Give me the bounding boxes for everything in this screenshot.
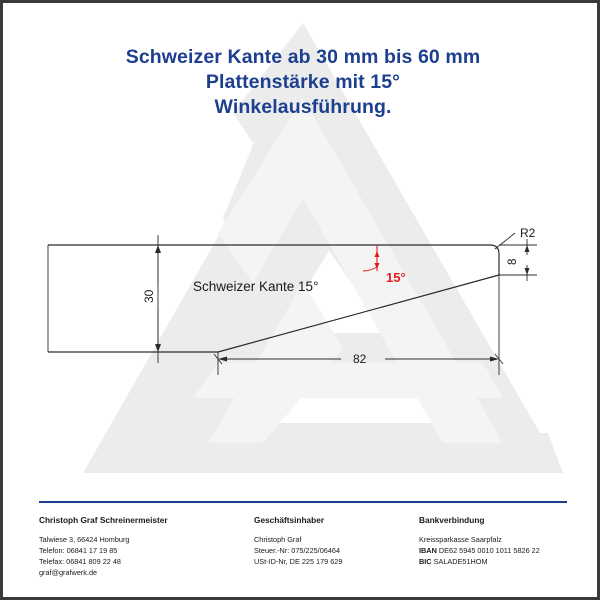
footer: [3, 501, 600, 597]
footer-bank-bic: BIC SALADE51HOM: [419, 557, 488, 566]
footer-owner-ustid: USt-ID-Nr, DE 225 179 629: [254, 557, 343, 566]
footer-owner-taxno: Steuer.-Nr: 075/225/06464: [254, 546, 341, 555]
label-thickness: 8: [507, 258, 519, 265]
title-line-2: Plattenstärke mit 15°: [205, 71, 401, 93]
footer-company-email: graf@grafwerk.de: [39, 568, 98, 577]
footer-column-bank: [419, 515, 567, 578]
radius-leader: [495, 233, 515, 249]
footer-heading-bank: Bankverbindung: [419, 515, 485, 525]
footer-owner-name: Christoph Graf: [254, 535, 302, 544]
title-line-1: Schweizer Kante ab 30 mm bis 60 mm: [125, 46, 481, 68]
footer-column-owner: [254, 515, 419, 578]
label-angle: 15°: [386, 270, 406, 285]
label-width: 82: [353, 352, 367, 366]
footer-bank-name: Kreissparkasse Saarpfalz: [419, 535, 502, 544]
title-line-3: Winkelausführung.: [214, 96, 392, 118]
footer-heading-company: Christoph Graf Schreinermeister: [39, 515, 168, 525]
footer-bank-iban: IBAN DE62 5945 0010 1011 5826 22: [419, 546, 540, 555]
footer-column-company: [39, 515, 254, 578]
label-center: Schweizer Kante 15°: [193, 279, 319, 294]
label-height: 30: [142, 289, 156, 303]
footer-divider: [39, 501, 567, 503]
label-radius: R2: [520, 226, 536, 240]
footer-company-fax: Telefax: 06841 809 22 48: [39, 557, 121, 566]
footer-company-address: Talwiese 3, 66424 Homburg: [39, 535, 130, 544]
footer-company-phone: Telefon: 06841 17 19 85: [39, 546, 118, 555]
footer-heading-owner: Geschäftsinhaber: [254, 515, 325, 525]
page-title: [3, 45, 600, 120]
